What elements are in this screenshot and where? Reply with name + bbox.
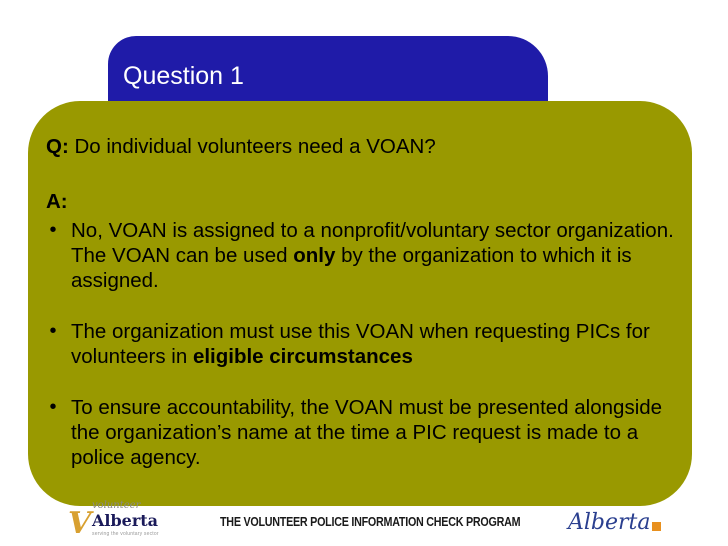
program-name: THE VOLUNTEER POLICE INFORMATION CHECK PROGRAM xyxy=(220,515,521,529)
bullet-dot-icon: • xyxy=(49,396,57,418)
logo-tagline: serving the voluntary sector xyxy=(92,531,159,537)
slide-title: Question 1 xyxy=(123,62,244,90)
bullet-item xyxy=(46,218,676,293)
bullet-text: The organization must use this VOAN when requesting PICs for volunteers in xyxy=(71,320,650,368)
bullet-item xyxy=(46,319,676,369)
bullet-text: No, VOAN is assigned to a nonprofit/voluntary sector organization. The VOAN can be used xyxy=(71,219,674,267)
answer-bullets xyxy=(46,218,676,470)
answer-label: A: xyxy=(46,190,68,213)
bullet-dot-icon: • xyxy=(49,320,57,342)
volunteer-alberta-logo xyxy=(68,500,164,544)
alberta-wordmark: Alberta xyxy=(568,510,651,535)
alberta-government-logo xyxy=(568,508,664,542)
volunteer-v-icon: V xyxy=(68,506,92,541)
bullet-emphasis: only xyxy=(293,244,336,267)
question-label: Q: xyxy=(46,135,69,158)
bullet-dot-icon: • xyxy=(49,219,57,241)
question-line xyxy=(46,134,676,159)
bullet-emphasis: eligible circumstances xyxy=(192,345,413,368)
bullet-text-end: by the organization to which it is assigned. xyxy=(71,244,632,292)
bullet-text: To ensure accountability, the VOAN must be presented alongside the organization’s name at the time a PIC request is made to a police agency. xyxy=(71,396,663,469)
question-text: Do individual volunteers need a VOAN? xyxy=(68,135,436,158)
slide-content xyxy=(46,134,676,470)
alberta-square-icon xyxy=(652,522,661,531)
bullet-item xyxy=(46,395,676,470)
logo-word: Alberta xyxy=(92,511,159,530)
logo-script-text: volunteer xyxy=(92,500,141,511)
